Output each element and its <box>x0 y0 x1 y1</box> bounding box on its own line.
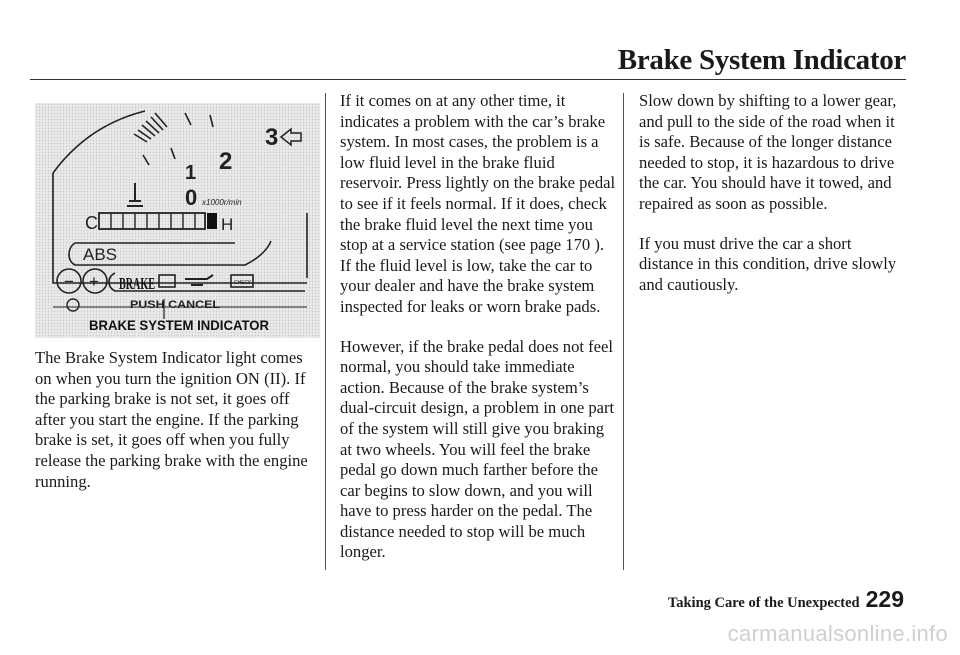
tach-mark-3: 3 <box>265 124 279 151</box>
tach-mark-1: 1 <box>185 162 197 184</box>
column-3 <box>639 91 909 314</box>
paragraph: If it comes on at any other time, it indicates a problem with the car’s brake system. In most cases, the problem is a low fluid level in the brake fluid reservoir. Press lightly on the brake pedal to see if it feels normal. If it does, check the brake fluid level the next time you stop at a service station (see page 170 ). If the fluid level is low, take the car to your dealer and have the brake system inspected for leaks or worn brake pads. <box>340 91 616 316</box>
page-number: 229 <box>865 586 904 612</box>
plus-label: + <box>89 272 99 291</box>
paragraph: However, if the brake pedal does not feel normal, you should take immediate action. Because of the brake system’s dual-circuit design, a problem in one part of the system will still give you braking at two wheels. You will feel the brake pedal go down much farther before the car begins to slow down, and you will have to press harder on the pedal. The distance needed to stop will be much longer. <box>340 336 615 562</box>
column-2 <box>340 91 617 582</box>
footer-section-title: Taking Care of the Unexpected <box>667 595 860 611</box>
tach-mark-2: 2 <box>219 148 233 175</box>
brake-lamp-label: BRAKE <box>119 274 155 293</box>
paragraph: Slow down by shifting to a lower gear, and pull to the side of the road when it is safe. Because of the longer distance needed to stop, it is hazardous to drive the car. You should have it towed, and repaired as soon as possible. <box>639 91 897 213</box>
gauge-cold-label: C <box>85 213 98 233</box>
abs-label: ABS <box>83 245 118 264</box>
gauge-hot-label: H <box>221 215 234 234</box>
figure-caption: BRAKE SYSTEM INDICATOR <box>89 317 269 333</box>
tach-mark-0: 0 <box>185 185 198 210</box>
column-divider-1 <box>325 93 326 570</box>
column-divider-2 <box>623 93 624 570</box>
brake-indicator-figure <box>35 103 320 338</box>
check-engine-label: CHECK <box>234 280 252 286</box>
page-footer <box>668 586 904 613</box>
minus-label: − <box>64 272 74 291</box>
paragraph: The Brake System Indicator light comes on when you turn the ignition ON (II). If the parking brake is not set, it goes off after you start the engine. If the parking brake is set, it goes off when you fully release the parking brake with the engine running. <box>35 348 308 491</box>
page-title: Brake System Indicator <box>617 44 906 76</box>
paragraph: If you must drive the car a short distance in this condition, drive slowly and cautiously. <box>639 233 897 294</box>
tach-unit-label: x1000r/min <box>202 198 242 207</box>
watermark: carmanualsonline.info <box>727 621 948 646</box>
push-cancel-label: PUSH CANCEL <box>130 299 221 311</box>
column-1 <box>35 348 320 511</box>
header-rule <box>30 79 906 80</box>
